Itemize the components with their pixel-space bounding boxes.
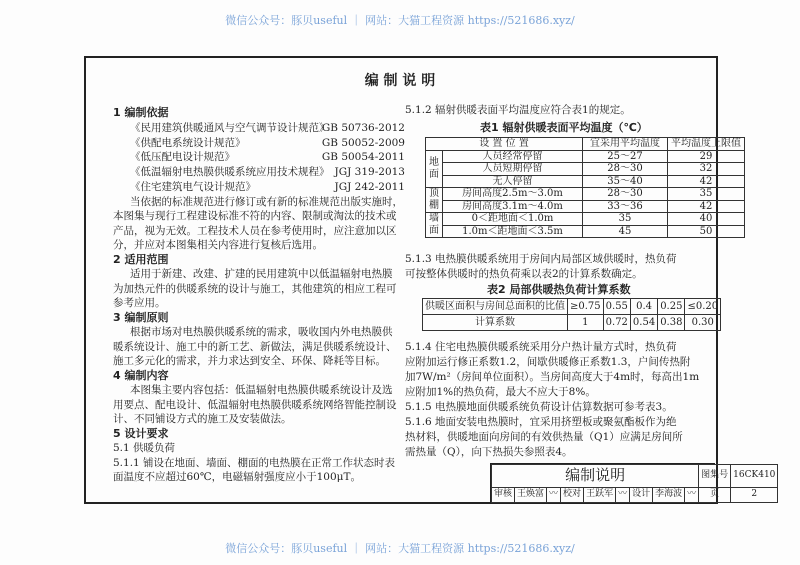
paragraph-line: 本图集与现行工程建设标准不符的内容、限制或淘汰的技术或 bbox=[113, 210, 397, 222]
text-line: 5.1.3 电热膜供暖系统用于房间内局部区域供暖时，热负荷 bbox=[405, 253, 677, 265]
paragraph-line: 计、不同铺设方式的施工及安装做法。 bbox=[113, 413, 292, 425]
table-cell: 房间高度3.1m～4.0m bbox=[443, 200, 583, 213]
checker: 王跃军 bbox=[584, 488, 616, 503]
text-line: 应附加运行修正系数1.2，间歇供暖修正系数1.3，户间传热附 bbox=[405, 356, 691, 368]
table-cell: 0.4 bbox=[630, 299, 657, 315]
table-cell: 35 bbox=[668, 188, 745, 201]
reviewer: 王焕富 bbox=[515, 488, 547, 503]
watermark-bottom: 微信公众号：豚贝useful ｜ 网站：大猫工程资源 https://521686.xyz/ bbox=[225, 542, 575, 555]
paragraph-line: 适用于新建、改建、扩建的民用建筑中以低温辐射电热膜 bbox=[130, 268, 393, 280]
text-line: 热材料，供暖地面向房间的有效供热量（Q1）应满足房间所 bbox=[405, 431, 683, 443]
standard-code: GB 50736-2012 bbox=[321, 122, 405, 134]
table-cell: 32 bbox=[668, 163, 745, 176]
table-cell: 28～30 bbox=[583, 188, 668, 201]
watermark-top: 微信公众号：豚贝useful ｜ 网站：大猫工程资源 https://521686.xyz/ bbox=[225, 14, 575, 27]
table-row bbox=[423, 299, 721, 315]
table-row bbox=[426, 163, 745, 176]
table-header: 设 置 位 置 bbox=[426, 138, 583, 151]
table-cell: 40 bbox=[668, 213, 745, 226]
text-line: 应附加1%的热负荷，最大不应大于8%。 bbox=[405, 386, 596, 398]
section-heading: 1 编制依据 bbox=[113, 106, 169, 119]
paragraph-line: 暖系统设计、施工中的新工艺、新做法，满足供暖系统设计、 bbox=[113, 340, 397, 353]
table-cell: 1 bbox=[568, 315, 604, 331]
text-line: 可按整体供暖时的热负荷乘以表2的计算系数确定。 bbox=[405, 267, 643, 280]
table-cell: 无人停留 bbox=[443, 175, 583, 188]
section-heading: 2 适用范围 bbox=[113, 252, 169, 266]
paragraph-line: 施工多元化的需求，并力求达到安全、环保、降耗等目标。 bbox=[113, 355, 386, 367]
table-cell: 29 bbox=[668, 150, 745, 163]
table-cell: 35 bbox=[583, 213, 668, 226]
table-row bbox=[426, 150, 745, 163]
text-line: 需热量（Q），向下热损失参照表4。 bbox=[405, 446, 573, 458]
paragraph-line: 当依据的标准规范进行修订或有新的标准规范出版实施时， bbox=[130, 195, 403, 208]
standard-code: JGJ 319-2013 bbox=[334, 166, 405, 179]
paragraph-line: 用要点、配电设计、低温辐射电热膜供暖系统网络智能控制设 bbox=[113, 398, 397, 411]
table-cell: 1.0m＜距地面＜3.5m bbox=[443, 225, 583, 238]
page-number: 2 bbox=[731, 488, 778, 503]
paragraph-line: 根据市场对电热膜供暖系统的需求，吸收国内外电热膜供 bbox=[130, 326, 393, 338]
table-cell: 0.55 bbox=[603, 299, 630, 315]
table-cell: ≤0.20 bbox=[685, 299, 721, 315]
table-cell: 供暖区面积与房间总面积的比值 bbox=[423, 299, 568, 315]
table-title: 表1 辐射供暖表面平均温度（℃） bbox=[480, 121, 648, 134]
signature-checker: 〰 bbox=[616, 488, 630, 503]
table-cell: 35～40 bbox=[583, 175, 668, 188]
table-header: 平均温度上限值 bbox=[668, 138, 745, 151]
table-1 bbox=[425, 137, 745, 238]
table-cell: 0＜距地面＜1.0m bbox=[443, 213, 583, 226]
table-2 bbox=[422, 298, 721, 331]
atlas-number: 16CK410 bbox=[731, 465, 778, 488]
table-cell: 0.30 bbox=[685, 315, 721, 331]
paragraph-line: 分，并应对本图集相关内容进行复核后选用。 bbox=[113, 239, 323, 251]
design-label: 设计 bbox=[630, 488, 653, 503]
table-row bbox=[423, 315, 721, 331]
table-cell: 计算系数 bbox=[423, 315, 568, 331]
signature-designer: 〰 bbox=[685, 488, 699, 503]
table-cell: 28～30 bbox=[583, 163, 668, 176]
text-line: 5.1.2 辐射供暖表面平均温度应符合表1的规定。 bbox=[405, 104, 631, 116]
title-block bbox=[490, 463, 776, 503]
paragraph-line: 参考应用。 bbox=[113, 297, 166, 309]
table-cell: 42 bbox=[668, 200, 745, 213]
table-cell: 0.72 bbox=[603, 315, 630, 331]
page-title: 编 制 说 明 bbox=[364, 73, 436, 89]
reference-item: 《低温辐射电热膜供暖系统应用技术规程》 JGJ 319-2013 bbox=[130, 166, 405, 179]
table-row bbox=[426, 175, 745, 188]
section-heading: 3 编制原则 bbox=[113, 310, 169, 324]
table-row bbox=[426, 188, 745, 201]
table-header: 宜采用平均温度 bbox=[583, 138, 668, 151]
text-line: 5.1.6 地面安装电热膜时，宜采用挤塑板或聚氨酯板作为绝 bbox=[405, 416, 677, 428]
table-cell: 人员短期停留 bbox=[443, 163, 583, 176]
table-cell: 房间高度2.5m～3.0m bbox=[443, 188, 583, 201]
reference-item: 《住宅建筑电气设计规范》 JGJ 242-2011 bbox=[130, 180, 405, 193]
signature-reviewer: 〰 bbox=[547, 488, 561, 503]
page-label: 页 bbox=[699, 488, 731, 503]
table-cell: 0.54 bbox=[630, 315, 657, 331]
table-row bbox=[426, 225, 745, 238]
reference-item: 《供配电系统设计规范》 GB 50052-2009 bbox=[130, 136, 405, 149]
review-label: 审核 bbox=[492, 488, 515, 503]
standard-code: JGJ 242-2011 bbox=[334, 180, 405, 193]
table-cell: 50 bbox=[668, 225, 745, 238]
standard-code: GB 50052-2009 bbox=[321, 136, 405, 149]
paragraph-line: 5.1.1 铺设在地面、墙面、棚面的电热膜在正常工作状态时表 bbox=[113, 456, 396, 469]
paragraph-line: 产品，视为无效。工程技术人员在参考使用时，应注意加以区 bbox=[113, 224, 397, 237]
table-row bbox=[426, 213, 745, 226]
subsection-heading: 5.1 供暖负荷 bbox=[113, 442, 176, 454]
table-cell: 33～36 bbox=[583, 200, 668, 213]
table-cell: 42 bbox=[668, 175, 745, 188]
paragraph-line: 面温度不应超过60℃，电磁辐射强度应小于100μT。 bbox=[113, 471, 361, 483]
text-line: 5.1.4 住宅电热膜供暖系统采用分户热计量方式时，热负荷 bbox=[405, 341, 677, 353]
table-cell: 人员经常停留 bbox=[443, 150, 583, 163]
table-cell: ≥0.75 bbox=[568, 299, 604, 315]
standard-code: GB 50054-2011 bbox=[321, 151, 405, 164]
section-heading: 5 设计要求 bbox=[113, 426, 169, 440]
paragraph-line: 本图集主要内容包括：低温辐射电热膜供暖系统设计及选 bbox=[130, 384, 393, 396]
title-block-title: 编制说明 bbox=[492, 465, 699, 488]
table-title: 表2 局部供暖热负荷计算系数 bbox=[487, 283, 631, 296]
section-heading: 4 编制内容 bbox=[113, 368, 169, 382]
table-row bbox=[426, 200, 745, 213]
table-cell: 0.25 bbox=[658, 299, 685, 315]
reference-item: 《低压配电设计规范》 GB 50054-2011 bbox=[130, 151, 405, 164]
text-line: 5.1.5 电热膜地面供暖系统负荷设计估算数据可参考表3。 bbox=[405, 401, 673, 413]
paragraph-line: 为加热元件的供暖系统的设计与施工，其他建筑的相应工程可 bbox=[113, 282, 397, 295]
group-label: 墙面 bbox=[426, 213, 443, 238]
reference-item: 《民用建筑供暖通风与空气调节设计规范》 GB 50736-2012 bbox=[130, 122, 405, 134]
group-label: 顶棚 bbox=[426, 188, 443, 213]
text-line: 加7W/m²（房间单位面积）。当房间高度大于4m时，每高出1m bbox=[405, 371, 700, 383]
check-label: 校对 bbox=[561, 488, 584, 503]
group-label: 地面 bbox=[426, 150, 443, 188]
table-cell: 0.38 bbox=[658, 315, 685, 331]
atlas-label: 图集号 bbox=[699, 465, 731, 488]
table-cell: 25～27 bbox=[583, 150, 668, 163]
designer: 李海波 bbox=[653, 488, 685, 503]
table-cell: 45 bbox=[583, 225, 668, 238]
